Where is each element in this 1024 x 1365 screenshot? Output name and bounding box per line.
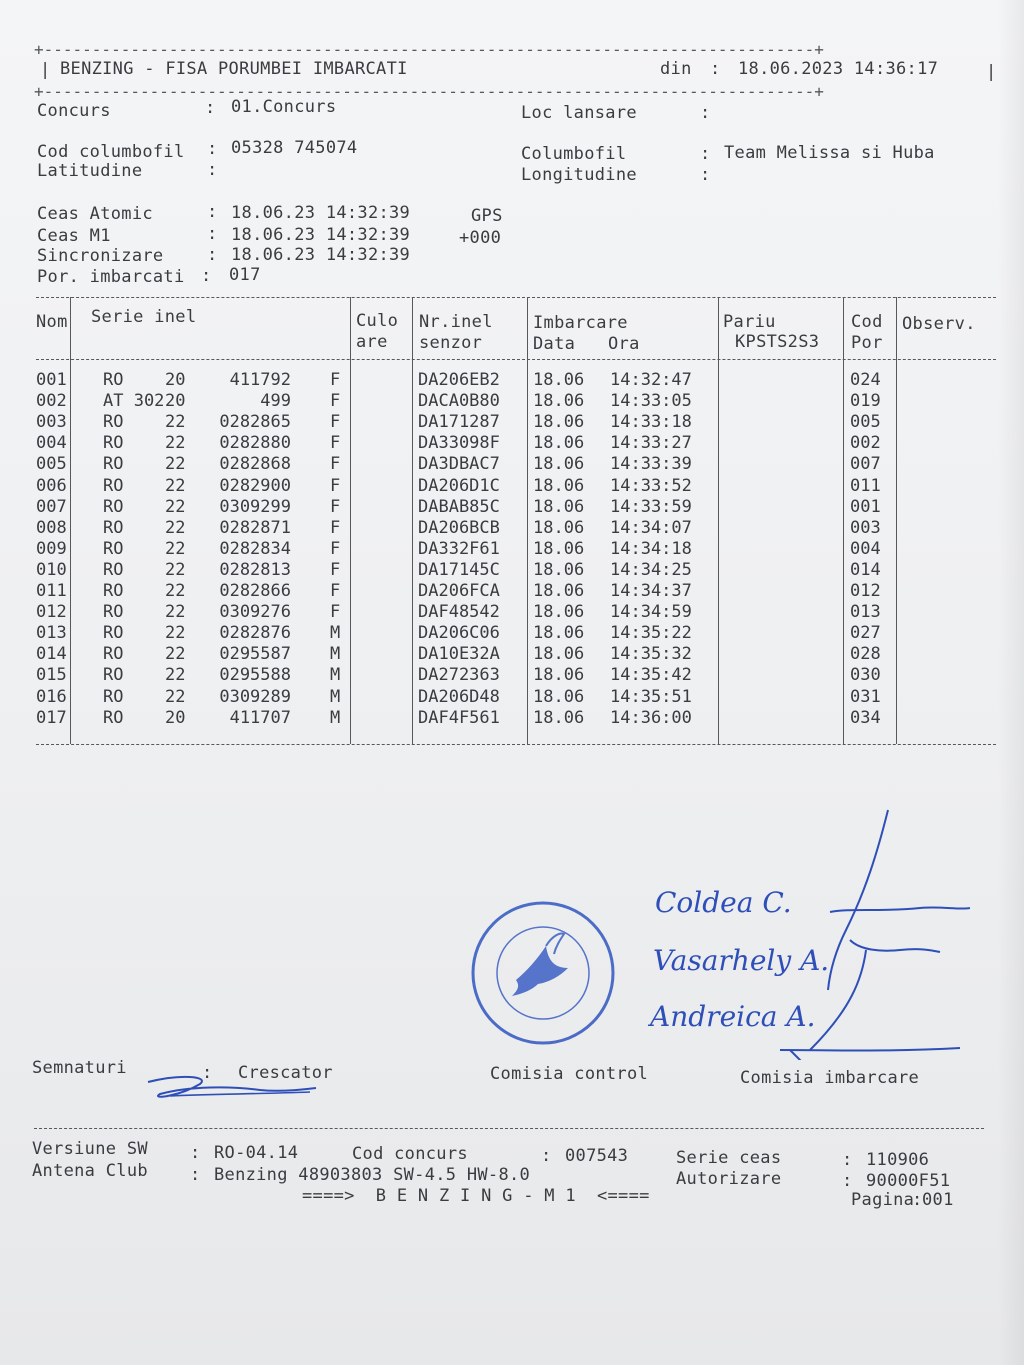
- row-tara: RO: [103, 538, 124, 559]
- row-sex: M: [330, 665, 341, 686]
- row-senzor: DA33098F: [418, 433, 500, 454]
- row-tara: RO: [103, 496, 124, 517]
- club-stamp: [468, 898, 618, 1048]
- row-an: 22: [165, 454, 186, 475]
- row-senzor: DA272363: [418, 665, 500, 686]
- row-nr: 0282880: [219, 433, 291, 454]
- row-senzor: DA206D1C: [418, 475, 500, 496]
- pagina-value: 001: [922, 1190, 954, 1210]
- row-an: 22: [165, 517, 186, 538]
- ceas-m1-suffix: +000: [459, 228, 502, 248]
- row-data: 18.06: [533, 559, 585, 580]
- row-senzor: DABAB85C: [418, 496, 500, 517]
- row-cod: 031: [850, 686, 881, 707]
- row-cod: 030: [850, 665, 881, 686]
- row-cod: 024: [850, 370, 881, 390]
- serie-ceas-value: 110906: [866, 1150, 930, 1170]
- row-senzor: DA10E32A: [418, 644, 500, 665]
- crescator-label: Crescator: [238, 1063, 333, 1083]
- row-tara: RO: [103, 707, 124, 728]
- row-senzor: DA17145C: [418, 559, 500, 580]
- row-nom: 012: [36, 602, 67, 623]
- row-an: 22: [165, 475, 186, 496]
- semnaturi-colon: :: [202, 1063, 213, 1083]
- versiune-label: Versiune SW: [32, 1139, 148, 1159]
- row-ora: 14:33:59: [610, 496, 692, 517]
- row-nr: 0309299: [219, 496, 291, 517]
- row-sex: M: [330, 707, 341, 728]
- row-senzor: DAF48542: [418, 602, 500, 623]
- longitudine-label: Longitudine: [521, 165, 637, 185]
- concurs-value: 01.Concurs: [231, 97, 337, 117]
- ceas-atomic-colon: :: [207, 202, 218, 222]
- table-header-rule: [36, 359, 996, 361]
- row-nom: 002: [36, 391, 67, 412]
- row-cod: 028: [850, 644, 881, 665]
- row-tara: RO: [103, 665, 124, 686]
- row-nom: 004: [36, 433, 67, 454]
- row-nom: 013: [36, 623, 67, 644]
- row-nr: 0282865: [219, 412, 291, 433]
- header-serie-inel: Serie inel: [91, 307, 197, 327]
- row-an: 22: [165, 644, 186, 665]
- row-data: 18.06: [533, 454, 585, 475]
- row-nr: 0295588: [219, 665, 291, 686]
- row-ora: 14:33:18: [610, 412, 692, 433]
- row-tara: RO: [103, 623, 124, 644]
- loc-lansare-label: Loc lansare: [521, 103, 637, 123]
- row-ora: 14:33:39: [610, 454, 692, 475]
- header-pariu: Pariu: [723, 312, 776, 332]
- row-cod: 005: [850, 412, 881, 433]
- row-tara: RO: [103, 644, 124, 665]
- row-tara: RO: [103, 686, 124, 707]
- row-nom: 010: [36, 559, 67, 580]
- row-sex: M: [330, 623, 341, 644]
- row-cod: 003: [850, 517, 881, 538]
- loc-lansare-colon: :: [700, 103, 711, 123]
- row-nr: 0309276: [219, 602, 291, 623]
- row-tara: RO: [103, 602, 124, 623]
- paper-edge-shadow: [998, 0, 1024, 1365]
- row-ora: 14:35:42: [610, 665, 692, 686]
- row-nr: 0295587: [219, 644, 291, 665]
- row-nom: 016: [36, 686, 67, 707]
- row-cod: 002: [850, 433, 881, 454]
- row-data: 18.06: [533, 475, 585, 496]
- row-nr: 499: [260, 391, 291, 412]
- sincronizare-colon: :: [207, 245, 218, 265]
- latitudine-colon: :: [207, 160, 218, 180]
- comisia-control-label: Comisia control: [490, 1064, 649, 1084]
- row-nom: 006: [36, 475, 67, 496]
- semnaturi-label: Semnaturi: [32, 1058, 127, 1078]
- row-ora: 14:34:07: [610, 517, 692, 538]
- columbofil-colon: :: [700, 144, 711, 164]
- col-sep-serie: [350, 297, 351, 744]
- row-sex: F: [330, 517, 341, 538]
- signature-coldea: Coldea C.: [655, 886, 792, 919]
- cod-concurs-value: 007543: [565, 1146, 629, 1166]
- row-data: 18.06: [533, 433, 585, 454]
- row-ora: 14:35:22: [610, 623, 692, 644]
- row-an: 22: [165, 602, 186, 623]
- cod-columbofil-colon: :: [207, 139, 218, 159]
- row-nr: 0282866: [219, 581, 291, 601]
- row-data: 18.06: [533, 538, 585, 559]
- row-an: 22: [165, 496, 186, 517]
- header-data: Data: [533, 334, 576, 354]
- serie-ceas-label: Serie ceas: [676, 1148, 782, 1168]
- header-date-value: 18.06.2023 14:36:17: [738, 59, 939, 79]
- sincronizare-value: 18.06.23 14:32:39: [231, 245, 411, 265]
- row-cod: 019: [850, 391, 881, 412]
- row-nom: 007: [36, 496, 67, 517]
- header-culoare-2: are: [356, 332, 388, 352]
- footer-rule: [34, 1128, 984, 1130]
- row-nr: 0282834: [219, 538, 291, 559]
- crescator-signature: [140, 1060, 320, 1110]
- header-nom: Nom: [36, 312, 68, 332]
- row-ora: 14:35:32: [610, 644, 692, 665]
- row-cod: 001: [850, 496, 881, 517]
- row-ora: 14:33:27: [610, 433, 692, 454]
- ceas-atomic-label: Ceas Atomic: [37, 204, 153, 224]
- row-nom: 008: [36, 517, 67, 538]
- row-tara: RO: [103, 581, 124, 601]
- row-tara: AT 302: [103, 391, 165, 412]
- header-pariu-sub: KPSTS2S3: [735, 332, 820, 352]
- signature-andreica: Andreica A.: [650, 1000, 816, 1033]
- row-data: 18.06: [533, 517, 585, 538]
- row-an: 22: [165, 581, 186, 601]
- row-nr: 0282813: [219, 559, 291, 580]
- versiune-value: RO-04.14: [214, 1143, 299, 1163]
- signature-vasarhely: Vasarhely A.: [653, 944, 830, 977]
- row-data: 18.06: [533, 644, 585, 665]
- header-nrinel-2: senzor: [419, 333, 483, 353]
- ceas-m1-colon: :: [207, 224, 218, 244]
- row-an: 22: [165, 412, 186, 433]
- signature-scribbles: [770, 800, 970, 1060]
- row-ora: 14:34:59: [610, 602, 692, 623]
- autorizare-colon: :: [842, 1171, 853, 1191]
- row-cod: 007: [850, 454, 881, 475]
- cod-concurs-label: Cod concurs: [352, 1144, 468, 1164]
- page-title: BENZING - FISA PORUMBEI IMBARCATI: [60, 59, 408, 79]
- row-senzor: DA206C06: [418, 623, 500, 644]
- header-bottom-border: +--------------------------------------------------------------------------------+: [34, 82, 824, 101]
- row-nr: 0282900: [219, 475, 291, 496]
- row-tara: RO: [103, 454, 124, 475]
- row-senzor: DA206EB2: [418, 370, 500, 390]
- sincronizare-label: Sincronizare: [37, 246, 164, 266]
- row-cod: 011: [850, 475, 881, 496]
- serie-ceas-colon: :: [842, 1150, 853, 1170]
- table-bottom-rule: [36, 744, 996, 746]
- row-nom: 005: [36, 454, 67, 475]
- row-sex: F: [330, 475, 341, 496]
- row-nom: 014: [36, 644, 67, 665]
- row-senzor: DA171287: [418, 412, 500, 433]
- col-sep-senzor: [527, 297, 528, 744]
- row-cod: 004: [850, 538, 881, 559]
- longitudine-colon: :: [700, 165, 711, 185]
- header-cod-2: Por: [851, 333, 883, 353]
- ceas-atomic-suffix: GPS: [471, 206, 503, 226]
- row-tara: RO: [103, 433, 124, 454]
- row-data: 18.06: [533, 707, 585, 728]
- col-sep-nom: [70, 297, 71, 744]
- row-nr: 0309289: [219, 686, 291, 707]
- benzing-banner: ====> B E N Z I N G - M 1 <====: [302, 1186, 650, 1206]
- por-imbarcati-colon: :: [201, 266, 212, 286]
- versiune-colon: :: [190, 1143, 201, 1163]
- row-nom: 015: [36, 665, 67, 686]
- por-imbarcati-label: Por. imbarcati: [37, 267, 185, 287]
- row-nom: 003: [36, 412, 67, 433]
- ceas-m1-value: 18.06.23 14:32:39: [231, 225, 411, 245]
- row-sex: M: [330, 686, 341, 707]
- row-sex: F: [330, 538, 341, 559]
- pagina-label: Pagina: [851, 1190, 915, 1210]
- latitudine-label: Latitudine: [37, 161, 143, 181]
- header-nrinel-1: Nr.inel: [419, 312, 493, 332]
- header-ora: Ora: [608, 334, 640, 354]
- row-an: 22: [165, 538, 186, 559]
- header-colon: :: [710, 59, 721, 79]
- header-cod-1: Cod: [851, 312, 883, 332]
- row-senzor: DA3DBAC7: [418, 454, 500, 475]
- header-right-bar: |: [986, 62, 997, 82]
- row-cod: 013: [850, 602, 881, 623]
- ceas-m1-label: Ceas M1: [37, 226, 111, 246]
- row-senzor: DA332F61: [418, 538, 500, 559]
- row-an: 22: [165, 559, 186, 580]
- row-ora: 14:34:18: [610, 538, 692, 559]
- row-senzor: DA206BCB: [418, 517, 500, 538]
- antena-value: Benzing 48903803 SW-4.5 HW-8.0: [214, 1165, 531, 1185]
- cod-concurs-colon: :: [541, 1146, 552, 1166]
- cod-columbofil-label: Cod columbofil: [37, 142, 185, 162]
- row-sex: M: [330, 644, 341, 665]
- row-nr: 0282876: [219, 623, 291, 644]
- row-an: 22: [165, 665, 186, 686]
- row-nom: 009: [36, 538, 67, 559]
- header-observ: Observ.: [902, 314, 976, 334]
- row-tara: RO: [103, 370, 124, 390]
- row-ora: 14:34:37: [610, 581, 692, 601]
- row-an: 20: [165, 370, 186, 390]
- row-ora: 14:35:51: [610, 686, 692, 707]
- row-cod: 012: [850, 581, 881, 601]
- col-sep-pariu: [843, 297, 844, 744]
- row-data: 18.06: [533, 602, 585, 623]
- por-imbarcati-value: 017: [229, 265, 261, 285]
- row-nom: 017: [36, 707, 67, 728]
- row-an: 20: [165, 391, 186, 412]
- row-data: 18.06: [533, 623, 585, 644]
- row-cod: 034: [850, 707, 881, 728]
- table-top-rule: [36, 297, 996, 299]
- row-nr: 0282871: [219, 517, 291, 538]
- comisia-imbarcare-label: Comisia imbarcare: [740, 1068, 920, 1088]
- row-tara: RO: [103, 412, 124, 433]
- row-sex: F: [330, 370, 341, 390]
- row-data: 18.06: [533, 496, 585, 517]
- row-nr: 411707: [229, 707, 291, 728]
- row-senzor: DA206FCA: [418, 581, 500, 601]
- row-nom: 001: [36, 370, 67, 390]
- row-sex: F: [330, 559, 341, 580]
- header-culoare-1: Culo: [356, 311, 399, 331]
- cod-columbofil-value: 05328 745074: [231, 138, 358, 158]
- antena-colon: :: [190, 1165, 201, 1185]
- header-date-label: din: [660, 59, 692, 79]
- row-an: 22: [165, 433, 186, 454]
- row-senzor: DACA0B80: [418, 391, 500, 412]
- row-data: 18.06: [533, 665, 585, 686]
- col-sep-culoare: [412, 297, 413, 744]
- columbofil-label: Columbofil: [521, 144, 627, 164]
- row-an: 22: [165, 686, 186, 707]
- autorizare-label: Autorizare: [676, 1169, 782, 1189]
- row-nom: 011: [36, 581, 67, 601]
- row-ora: 14:36:00: [610, 707, 692, 728]
- row-sex: F: [330, 391, 341, 412]
- row-data: 18.06: [533, 686, 585, 707]
- autorizare-value: 90000F51: [866, 1171, 951, 1191]
- row-cod: 027: [850, 623, 881, 644]
- row-an: 20: [165, 707, 186, 728]
- col-sep-cod: [896, 297, 897, 744]
- row-sex: F: [330, 433, 341, 454]
- row-sex: F: [330, 581, 341, 601]
- row-tara: RO: [103, 475, 124, 496]
- row-senzor: DA206D48: [418, 686, 500, 707]
- columbofil-value: Team Melissa si Huba: [724, 143, 935, 163]
- row-sex: F: [330, 602, 341, 623]
- antena-label: Antena Club: [32, 1161, 148, 1181]
- col-sep-imbarcare: [718, 297, 719, 744]
- row-data: 18.06: [533, 581, 585, 601]
- row-cod: 014: [850, 559, 881, 580]
- row-senzor: DAF4F561: [418, 707, 500, 728]
- concurs-colon: :: [205, 98, 216, 118]
- row-sex: F: [330, 496, 341, 517]
- row-ora: 14:33:52: [610, 475, 692, 496]
- row-tara: RO: [103, 559, 124, 580]
- ceas-atomic-value: 18.06.23 14:32:39: [231, 203, 411, 223]
- row-nr: 0282868: [219, 454, 291, 475]
- row-sex: F: [330, 454, 341, 475]
- header-left-bar: |: [40, 60, 51, 80]
- row-ora: 14:33:05: [610, 391, 692, 412]
- row-data: 18.06: [533, 370, 585, 390]
- row-data: 18.06: [533, 391, 585, 412]
- row-tara: RO: [103, 517, 124, 538]
- row-an: 22: [165, 623, 186, 644]
- pagina-colon: :: [912, 1190, 923, 1210]
- row-data: 18.06: [533, 412, 585, 433]
- header-top-border: +--------------------------------------------------------------------------------+: [34, 40, 824, 59]
- header-imbarcare: Imbarcare: [533, 313, 628, 333]
- row-ora: 14:32:47: [610, 370, 692, 390]
- row-nr: 411792: [229, 370, 291, 390]
- row-sex: F: [330, 412, 341, 433]
- concurs-label: Concurs: [37, 101, 111, 121]
- row-ora: 14:34:25: [610, 559, 692, 580]
